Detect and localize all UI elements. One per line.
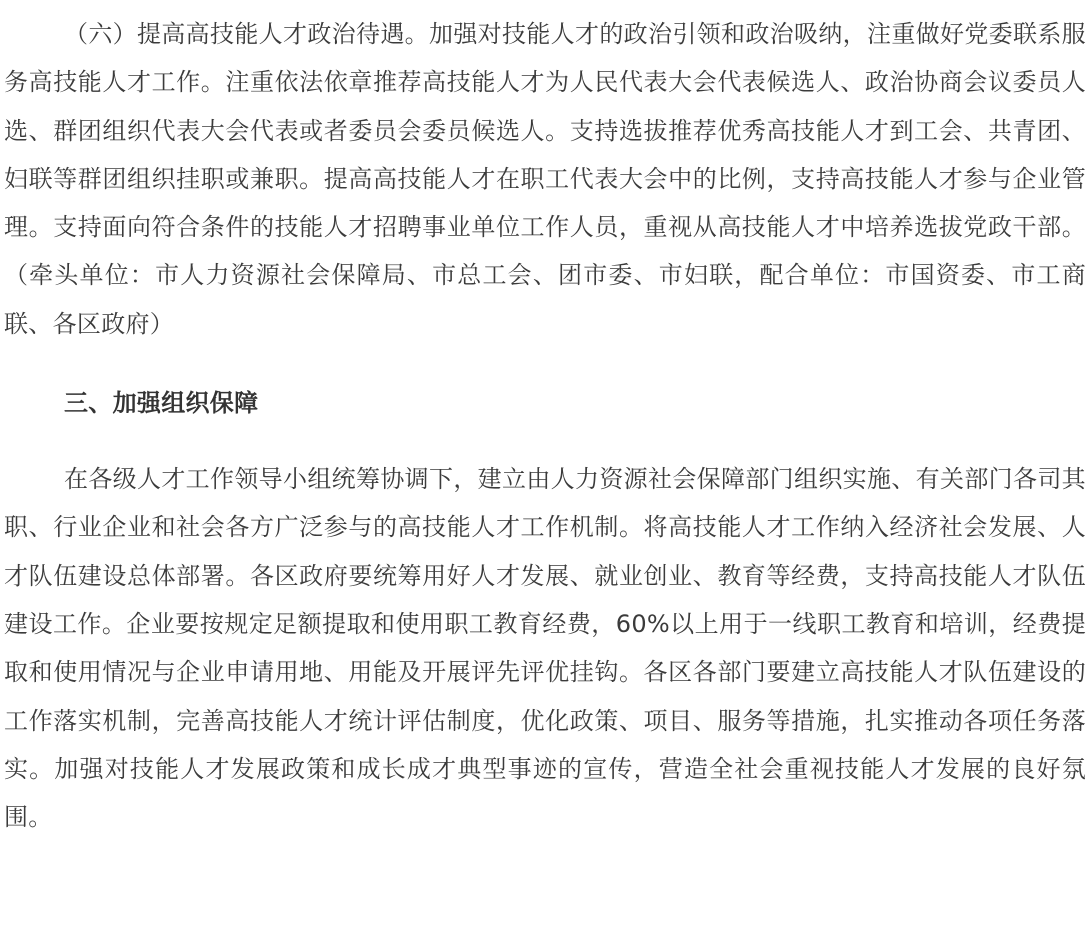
article-body [4,10,1086,841]
section-heading-organizational-guarantee: 三、加强组织保障 [64,389,259,418]
paragraph-political-treatment: （六）提高高技能人才政治待遇。加强对技能人才的政治引领和政治吸纳，注重做好党委联系服务高技能人才工作。注重依法依章推荐高技能人才为人民代表大会代表候选人、政治协商会议委员人选、群团组织代表大会代表或者委员会委员候选人。支持选拔推荐优秀高技能人才到工会、共青团、妇联等群团组织挂职或兼职。提高高技能人才在职工代表大会中的比例，支持高技能人才参与企业管理。支持面向符合条件的技能人才招聘事业单位工作人员，重视从高技能人才中培养选拔党政干部。（牵头单位：市人力资源社会保障局、市总工会、团市委、市妇联，配合单位：市国资委、市工商联、各区政府） [4,20,1086,338]
spacer [4,427,1086,455]
paragraph-organizational-guarantee: 在各级人才工作领导小组统筹协调下，建立由人力资源社会保障部门组织实施、有关部门各司其职、行业企业和社会各方广泛参与的高技能人才工作机制。将高技能人才工作纳入经济社会发展、人才队伍建设总体部署。各区政府要统筹用好人才发展、就业创业、教育等经费，支持高技能人才队伍建设工作。企业要按规定足额提取和使用职工教育经费，60%以上用于一线职工教育和培训，经费提取和使用情况与企业申请用地、用能及开展评先评优挂钩。各区各部门要建立高技能人才队伍建设的工作落实机制，完善高技能人才统计评估制度，优化政策、项目、服务等措施，扎实推动各项任务落实。加强对技能人才发展政策和成长成才典型事迹的宣传，营造全社会重视技能人才发展的良好氛围。 [4,465,1086,832]
spacer [4,348,1086,379]
